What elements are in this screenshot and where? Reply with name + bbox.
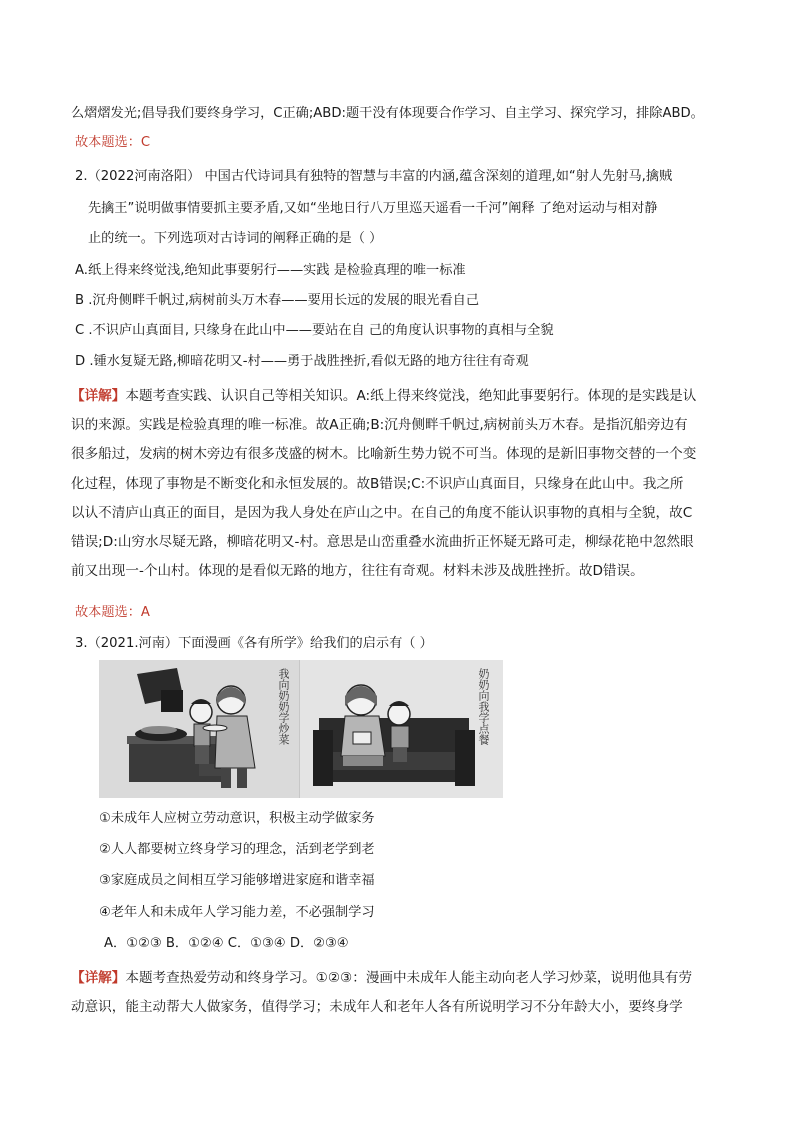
option-d: D .锺水复疑无路,柳暗花明又-村——勇于战胜挫折,看似无路的地方往往有奇观 xyxy=(75,354,529,369)
comic-panel-left xyxy=(99,660,299,798)
comic-image xyxy=(99,660,503,798)
prev-answer-line: 么熠熠发光;倡导我们要终身学习，C正确;ABD:题干没有体现要合作学习、自主学习、探究学习，排除ABD。 xyxy=(71,106,704,121)
question-3: 3.（2021.河南）下面漫画《各有所学》给我们的启示有（ ） xyxy=(75,636,433,651)
choice-row: A．①②③ B．①②④ C．①③④ D．②③④ xyxy=(104,936,349,951)
comic-panel-right xyxy=(299,660,503,798)
option-c: C .不识庐山真面目, 只缘身在此山中——要站在自 己的角度认识事物的真相与全貌 xyxy=(75,323,554,338)
option-a: A.纸上得来终觉浅,绝知此事要躬行——实践 是检验真理的唯一标准 xyxy=(75,263,466,278)
statement-1: ①未成年人应树立劳动意识，积极主动学做家务 xyxy=(99,811,375,826)
answer-2: 故本题选：A xyxy=(75,605,150,620)
question-2-line-3: 止的统一。下列选项对古诗词的阐释正确的是（ ） xyxy=(88,231,383,246)
option-b: B .沉舟侧畔千帆过,病树前头万木春——要用长远的发展的眼光看自己 xyxy=(75,293,480,308)
statement-4: ④老年人和未成年人学习能力差，不必强制学习 xyxy=(99,905,375,920)
explanation-tag: 【详解】 xyxy=(71,388,126,404)
comic-caption-left: 我向奶奶学炒菜 xyxy=(277,668,290,745)
comic-caption-right: 奶奶向我学点餐 xyxy=(477,668,490,745)
explanation-3: 【详解】本题考查热爱劳动和终身学习。①②③：漫画中未成年人能主动向老人学习炒菜，说明他具有劳 动意识，能主动帮大人做家务，值得学习；未成年人和老年人各有所说明学习不分年龄大小，要终身学 xyxy=(71,970,693,1016)
question-2-line-1: 2.（2022河南洛阳） 中国古代诗词具有独特的智慧与丰富的内涵,蕴含深刻的道理,如“射人先射马,擒贼 xyxy=(75,169,673,184)
statement-2: ②人人都要树立终身学习的理念，活到老学到老 xyxy=(99,842,375,857)
explanation-2: 【详解】本题考查实践、认识自己等相关知识。A:纸上得来终觉浅，绝知此事要躬行。体现的是实践是认 识的来源。实践是检验真理的唯一标准。故A正确;B:沉舟侧畔千帆过,病树前头万木春。是指沉船旁边有 很多船过，发病的树木旁边有很多茂盛的树木。比喻新生势力锐不可当。体现的是新旧事物交替的一个变 化过程，体现了事物是不断变化和永恒发展的。故B错误;C:不识庐山真面目，只缘身在此山中。我之所 以认不清庐山真正的面目，是因为我人身处在庐山之中。在自己的角度不能认识事物的真相与全貌，故C 错误;D:山穷水尽疑无路，柳暗花明又-村。意思是山峦重叠水流曲折正怀疑无路可走，柳绿花艳中忽然眼 前又出现一-个山村。体现的是看似无路的地方，往往有奇观。材料未涉及战胜挫折。故D错误。 xyxy=(71,388,697,580)
question-2-line-2: 先擒王”说明做事情要抓主要矛盾,又如“坐地日行八万里巡天遥看一千河”阐释 了绝对运动与相对静 xyxy=(88,201,658,216)
answer-1: 故本题选：C xyxy=(75,135,151,150)
explanation-tag: 【详解】 xyxy=(71,970,126,986)
statement-3: ③家庭成员之间相互学习能够增进家庭和谐幸福 xyxy=(99,873,375,888)
